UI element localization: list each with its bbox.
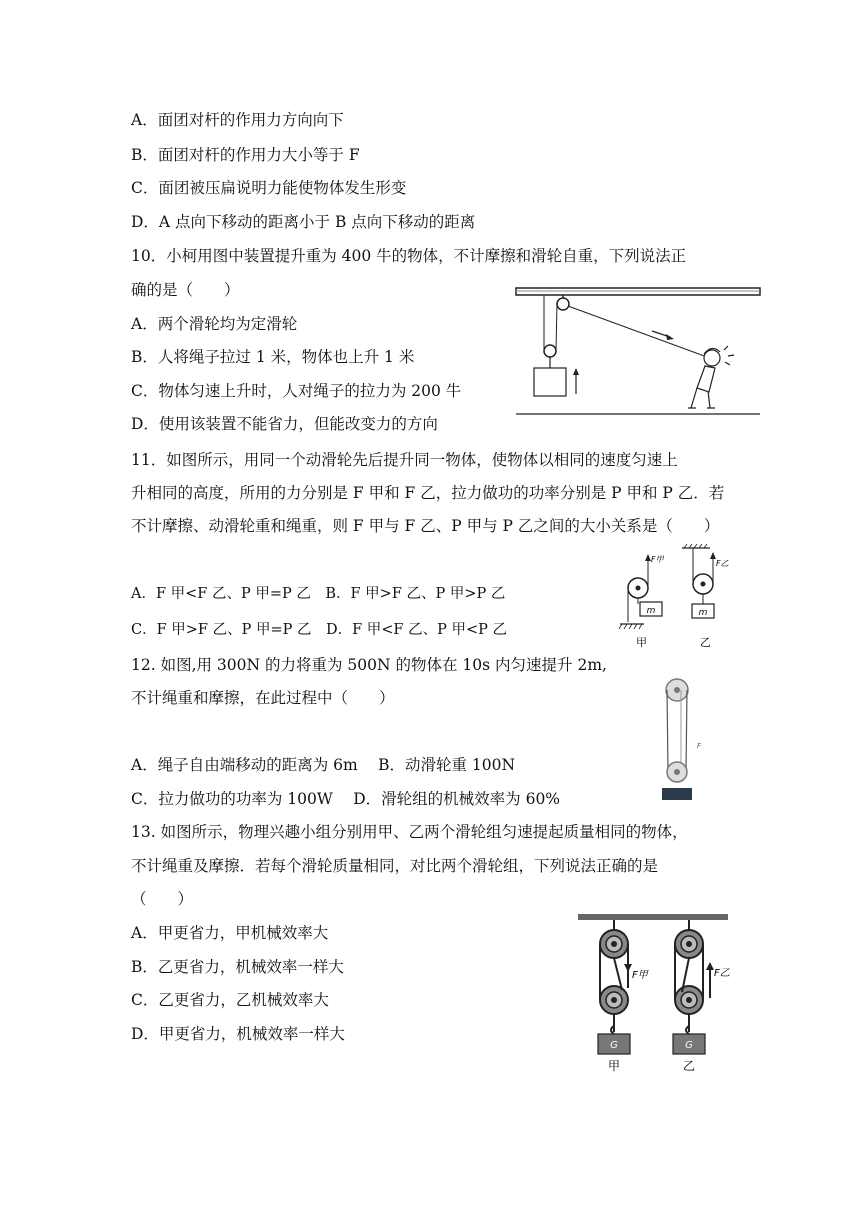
- force-label-right: F乙: [714, 968, 730, 979]
- q10-stem-line1: 10．小柯用图中装置提升重为 400 牛的物体，不计摩擦和滑轮自重，下列说法正: [131, 247, 687, 265]
- q10-stem-line2: 确的是（ ）: [131, 281, 240, 299]
- q12-pulley-figure: [650, 676, 710, 802]
- q11-options-ab: A．F 甲<F 乙、P 甲=P 乙 B．F 甲>F 乙、P 甲>P 乙: [131, 586, 506, 602]
- q13-option-d: D．甲更省力，机械效率一样大: [131, 1025, 345, 1043]
- figure-label-yi: 乙: [700, 636, 711, 649]
- q12-options-ab: A．绳子自由端移动的距离为 6m B．动滑轮重 100N: [131, 756, 516, 774]
- q11-stem-line2: 升相同的高度，所用的力分别是 F 甲和 F 乙，拉力做功的功率分别是 P 甲和 P 乙．若: [131, 484, 725, 502]
- q10-option-a: A．两个滑轮均为定滑轮: [131, 315, 298, 333]
- q10-option-c: C．物体匀速上升时，人对绳子的拉力为 200 牛: [131, 382, 462, 400]
- q12-stem-line2: 不计绳重和摩擦，在此过程中（ ）: [131, 689, 395, 707]
- force-label: F: [697, 742, 702, 750]
- q13-stem-line2: 不计绳重及摩擦．若每个滑轮质量相同，对比两个滑轮组，下列说法正确的是: [131, 857, 659, 875]
- movable-pulley: [544, 345, 556, 357]
- fixed-pulley: [557, 298, 569, 310]
- force-label-right: F乙: [716, 559, 729, 568]
- figure-label-jia: 甲: [608, 1059, 621, 1073]
- q13-stem-line3: （ ）: [131, 890, 194, 908]
- q9-option-b: B．面团对杆的作用力大小等于 F: [131, 146, 360, 164]
- q10-option-b: B．人将绳子拉过 1 米，物体也上升 1 米: [131, 348, 415, 366]
- q13-option-b: B．乙更省力，机械效率一样大: [131, 958, 344, 976]
- boy-figure: [688, 346, 734, 408]
- q10-pulley-figure: [512, 284, 762, 424]
- load-block: [662, 788, 692, 800]
- force-label-left: F甲: [651, 555, 664, 564]
- force-label-left: F甲: [632, 970, 648, 981]
- q9-option-c: C．面团被压扁说明力能使物体发生形变: [131, 179, 407, 197]
- q11-stem-line3: 不计摩擦、动滑轮重和绳重，则 F 甲与 F 乙、P 甲与 P 乙之间的大小关系是（ ）: [131, 517, 720, 535]
- q13-option-c: C．乙更省力，乙机械效率大: [131, 991, 329, 1009]
- rope: [568, 306, 707, 357]
- weight-label-left: G: [610, 1040, 618, 1051]
- load-box: [534, 368, 566, 396]
- q13-pulley-figure: [574, 910, 734, 1074]
- q10-option-d: D．使用该装置不能省力，但能改变力的方向: [131, 415, 438, 433]
- weight-label-right: G: [685, 1040, 693, 1051]
- ceiling: [578, 914, 728, 920]
- q9-option-a: A．面团对杆的作用力方向向下: [131, 111, 344, 129]
- figure-label-jia: 甲: [636, 636, 647, 649]
- q11-options-cd: C．F 甲>F 乙、P 甲=P 乙 D．F 甲<F 乙、P 甲<P 乙: [131, 622, 507, 638]
- q11-stem-line1: 11．如图所示，用同一个动滑轮先后提升同一物体，使物体以相同的速度匀速上: [131, 451, 678, 469]
- mass-label-left: m: [646, 606, 656, 616]
- q11-pulley-figure: [618, 544, 738, 650]
- q13-option-a: A．甲更省力，甲机械效率大: [131, 924, 329, 942]
- figure-label-yi: 乙: [683, 1059, 696, 1073]
- q9-option-d: D．A 点向下移动的距离小于 B 点向下移动的距离: [131, 213, 476, 231]
- q13-stem-line1: 13. 如图所示，物理兴趣小组分别用甲、乙两个滑轮组匀速提起质量相同的物体，: [131, 823, 688, 841]
- mass-label-right: m: [698, 608, 708, 618]
- q12-options-cd: C．拉力做功的功率为 100W D．滑轮组的机械效率为 60%: [131, 790, 561, 808]
- q12-stem-line1: 12. 如图,用 300N 的力将重为 500N 的物体在 10s 内匀速提升 2m,: [131, 656, 607, 674]
